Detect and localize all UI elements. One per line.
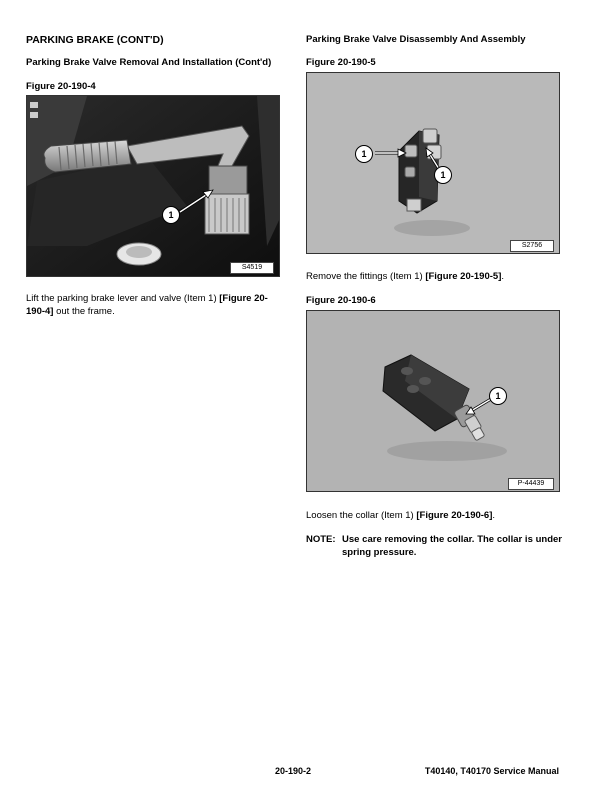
note-label: NOTE: (306, 534, 336, 545)
figure-20-190-4-label: Figure 20-190-4 (26, 81, 96, 92)
left-paragraph: Lift the parking brake lever and valve (Item 1) [Figure 20-190-4] out the frame. (26, 293, 268, 317)
right-subsection-title: Parking Brake Valve Disassembly And Assembly (306, 34, 526, 45)
figure-code: S2756 (510, 240, 554, 252)
note-text: Use care removing the collar. The collar is under spring pressure. (342, 534, 562, 558)
brake-lever-photo (27, 96, 280, 277)
left-subsection-title: Parking Brake Valve Removal And Installation (Cont'd) (26, 57, 272, 68)
figure-20-190-4-photo (26, 95, 280, 277)
figure-20-190-6-label: Figure 20-190-6 (306, 295, 376, 306)
figure-20-190-6-photo (306, 310, 560, 492)
figure-code: P-44439 (508, 478, 554, 490)
figure-code: S4519 (230, 262, 274, 274)
right-paragraph-2: Loosen the collar (Item 1) [Figure 20-190-6]. (306, 510, 496, 521)
callout-1: 1 (489, 387, 507, 405)
page-number: 20-190-2 (275, 766, 312, 776)
note-block (306, 533, 562, 559)
callout-1a: 1 (355, 145, 373, 163)
valve-fittings-photo (307, 73, 560, 254)
manual-title: T40140, T40170 Service Manual (424, 766, 559, 776)
valve-collar-photo (307, 311, 560, 492)
figure-20-190-5-label: Figure 20-190-5 (306, 57, 376, 68)
callout-1b: 1 (434, 166, 452, 184)
figure-20-190-5-photo (306, 72, 560, 254)
section-title: PARKING BRAKE (CONT'D) (26, 34, 164, 46)
right-paragraph-1: Remove the fittings (Item 1) [Figure 20-190-5]. (306, 271, 504, 282)
callout-1: 1 (162, 206, 180, 224)
